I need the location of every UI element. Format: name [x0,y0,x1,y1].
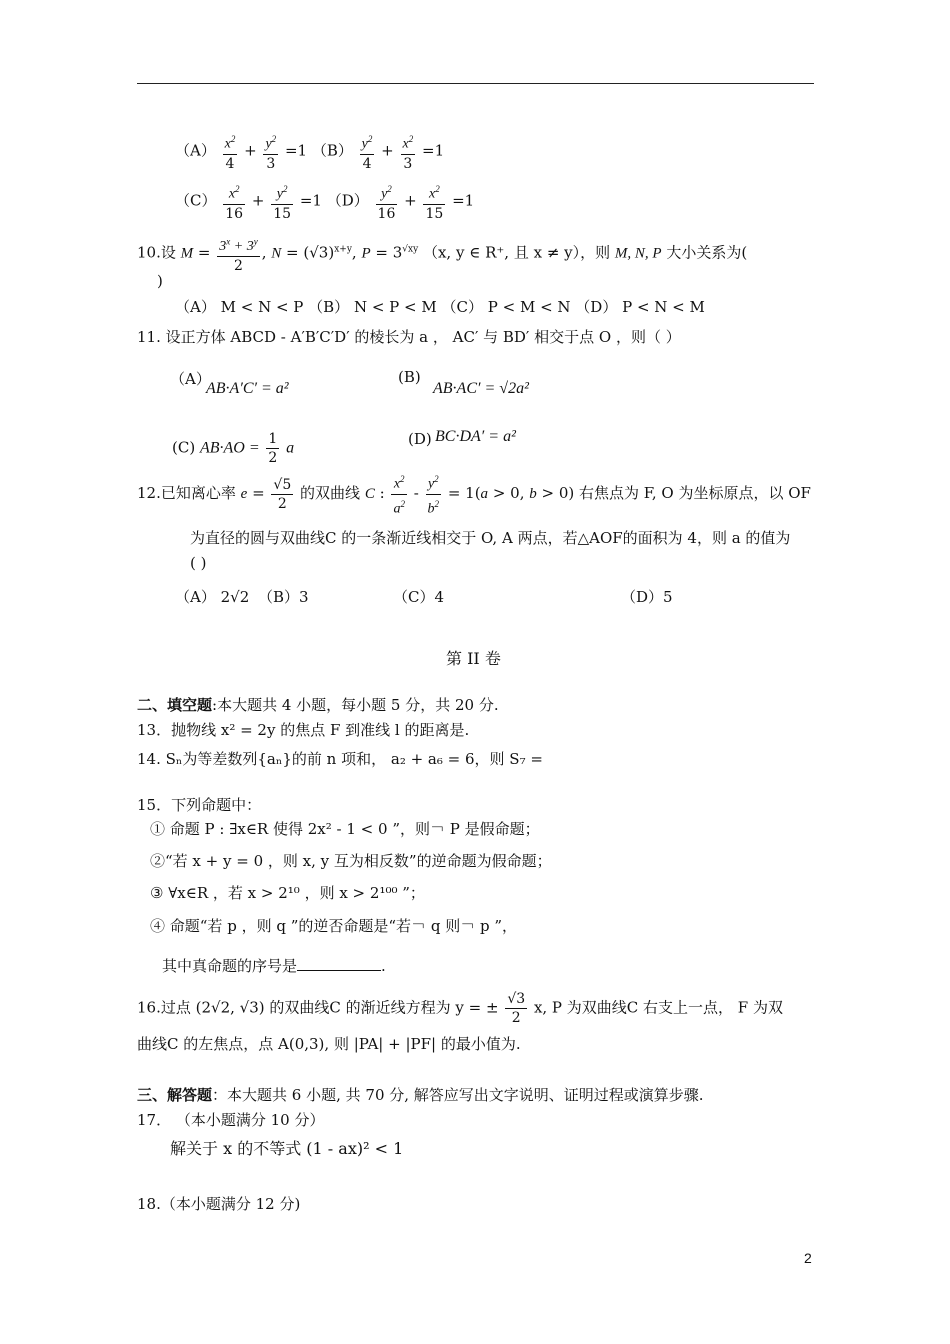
q15-title: 15．下列命题中： [137,796,262,814]
q14: 14. Sₙ为等差数列{aₙ}的前 n 项和， a₂ + a₆ = 6，则 S₇ = [137,750,543,768]
section-2-title: 第 II 卷 [446,649,501,668]
q11-a-expr: AB·A′C′ = a² [206,380,289,397]
q11-stem: 11. 设正方体 ABCD - A′B′C′D′ 的棱长为 a ， AC′ 与 BD′ 相交于点 O ，则（ ） [137,328,681,346]
answer-blank [297,956,381,971]
q12-line1: 12.已知离心率 e = $\frac{√5}{2}$ 的双曲线 C : $\frac{x^2}{a^2}$ - $\frac{y^2}{b^2}$ = 1(a > 0, b > 0) 右焦点为 F, O 为坐标原点，以 OF [137,470,811,518]
q12-option-d: （D）5 [621,588,673,606]
q16-line2: 曲线C 的左焦点，点 A(0,3), 则 |PA| + |PF| 的最小值为. [137,1035,521,1053]
solve-header: 三、解答题：本大题共 6 小题, 共 70 分, 解答应写出文字说明、证明过程或演算步骤. [137,1086,704,1104]
q11-b-label: (B) [398,368,421,386]
q12-option-c: （C）4 [393,588,445,606]
q17-title: 17． （本小题满分 10 分） [137,1111,325,1129]
q12-line2: 为直径的圆与双曲线C 的一条渐近线相交于 O, A 两点，若△AOF的面积为 4，则 a 的值为 [190,529,791,547]
page-number: 2 [804,1250,812,1266]
q10-stem: 10.设 M = $\frac{3^x + 3^y}{2}$ , $N = (√3)^{x+y}$, $P = 3^{√xy}$ （x, y ∈ R⁺, 且 x ≠ y），则 M, N, P 大小关系为( [137,232,747,275]
q10-options: （A） M < N < P （B） N < P < M （C） P < M < N （D） P < N < M [175,298,705,316]
fill-header: 二、填空题:本大题共 4 小题，每小题 5 分，共 20 分. [137,696,499,714]
q11-b-expr: AB·AC′ = √2a² [433,380,529,397]
q9-option-a-b: （A） $\frac{x^2}{4}$ + $\frac{y^2}{3}$ =1 （B） $\frac{y^2}{4}$ + $\frac{x^2}{3}$ =1 [175,130,444,173]
q9-option-c-d: （C） $\frac{x^2}{16}$ + $\frac{y^2}{15}$ =1 （D） $\frac{y^2}{16}$ + $\frac{x^2}{15}$ =1 [175,180,474,223]
q16-line1: 16.过点 (2√2, √3) 的双曲线C 的渐近线方程为 y = ± $\frac{√3}{2}$ x, P 为双曲线C 右支上一点， F 为双 [137,991,783,1026]
q11-a-label: （A） [170,370,211,388]
q11-c: (C) AB·AO = $\frac{1}{2}$ a [172,431,295,466]
q12-option-a: （A） 2√2 [175,588,250,606]
q15-item-3: ③ ∀x∈R ，若 x > 2¹⁰ ，则 x > 2¹⁰⁰ ”； [150,884,425,902]
q10-paren: ) [157,272,163,290]
q15-item-1: ① 命题 P : ∃x∈R 使得 2x² - 1 < 0 ”，则￢ P 是假命题； [150,820,540,838]
q15-item-4: ④ 命题“若 p ，则 q ”的逆否命题是“若￢ q 则￢ p ”， [150,917,517,935]
q12-option-b: （B）3 [258,588,309,606]
q13: 13．抛物线 x² = 2y 的焦点 F 到准线 l 的距离是. [137,721,470,739]
q15-answer-line: 其中真命题的序号是 . [162,957,386,975]
q12-line3: ( ) [190,554,207,572]
q15-item-2: ②“若 x + y = 0 ，则 x, y 互为相反数”的逆命题为假命题； [150,852,552,870]
q11-d-expr: BC·DA′ = a² [435,428,516,445]
q17-body: 解关于 x 的不等式 (1 - ax)² < 1 [170,1139,404,1158]
header-rule [137,83,814,84]
q11-d-label: (D) [408,430,432,448]
q18-title: 18.（本小题满分 12 分) [137,1195,301,1213]
